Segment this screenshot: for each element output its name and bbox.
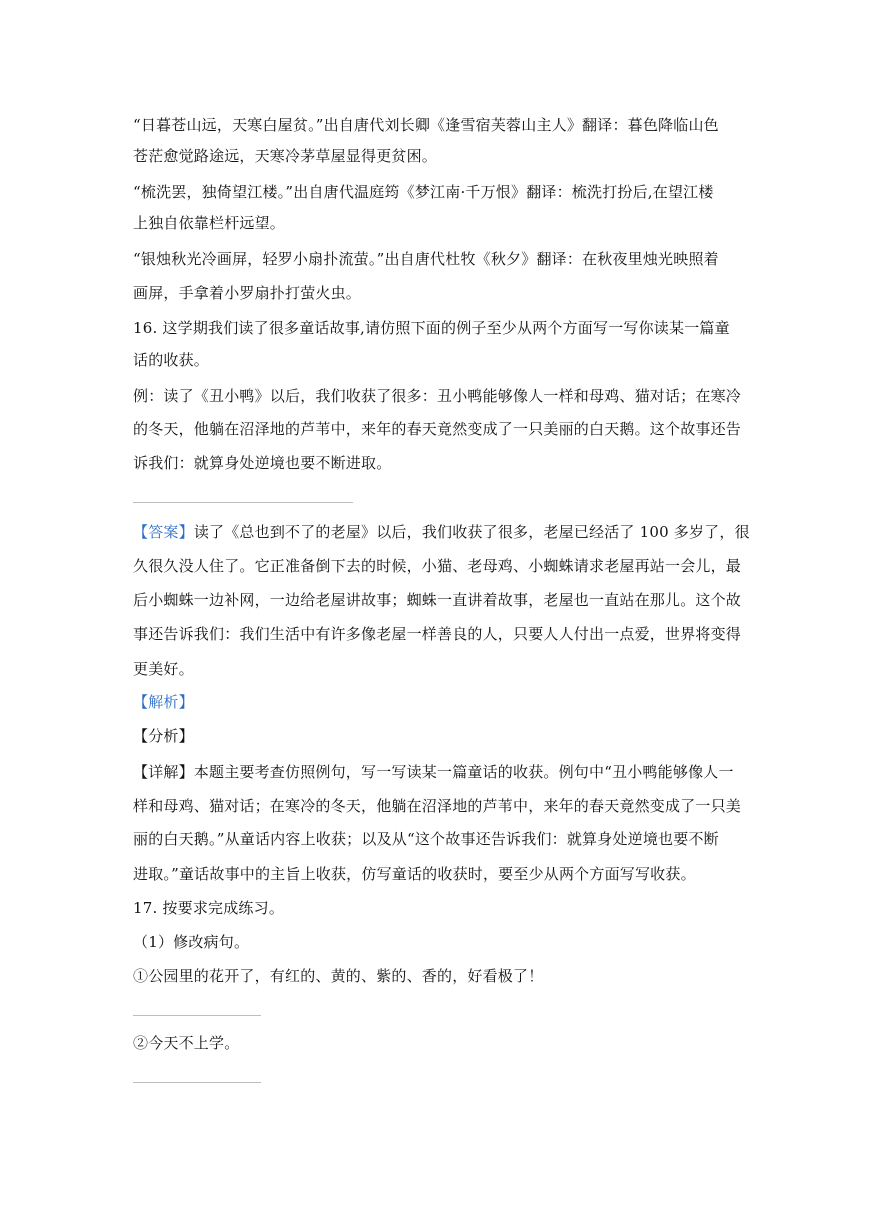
detail-line: 样和母鸡、猫对话；在寒冷的冬天，他躺在沼泽地的芦苇中，来年的春天竟然变成了一只美 <box>133 797 742 815</box>
question-16-line: 话的收获。 <box>133 351 210 369</box>
example-line: 例：读了《丑小鸭》以后，我们收获了很多：丑小鸭能够像人一样和母鸡、猫对话；在寒冷 <box>133 387 742 405</box>
detail-line: 进取。”童话故事中的主旨上收获，仿写童话的收获时，要至少从两个方面写写收获。 <box>133 865 696 883</box>
question-17-title: 17. 按要求完成练习。 <box>133 899 285 917</box>
answer-line: 事还告诉我们：我们生活中有许多像老屋一样善良的人，只要人人付出一点爱，世界将变得 <box>133 625 742 643</box>
example-line: 诉我们：就算身处逆境也要不断进取。 <box>133 454 392 472</box>
text-line: 苍茫愈觉路途远，天寒冷茅草屋显得更贫困。 <box>133 147 438 165</box>
answer-tag: 【答案】 <box>133 523 194 541</box>
answer-line: 久很久没人住了。它正准备倒下去的时候，小猫、老母鸡、小蜘蛛请求老屋再站一会儿，最 <box>133 557 742 575</box>
answer-blank-line <box>133 1015 261 1016</box>
question-17-item: ①公园里的花开了，有红的、黄的、紫的、香的，好看极了！ <box>133 967 544 985</box>
text-line: 画屏，手拿着小罗扇扑打萤火虫。 <box>133 284 362 302</box>
answer-line: 更美好。 <box>133 660 194 678</box>
question-17-item: ②今天不上学。 <box>133 1034 240 1052</box>
answer-text: 读了《总也到不了的老屋》以后，我们收获了很多，老屋已经活了 100 多岁了，很 <box>193 523 750 541</box>
answer-line <box>133 522 753 542</box>
text-line: “梳洗罢，独倚望江楼。”出自唐代温庭筠《梦江南·千万恨》翻译：梳洗打扮后,在望江楼 <box>133 183 714 201</box>
answer-blank-line <box>133 502 353 503</box>
detail-line: 【详解】本题主要考查仿照例句，写一写读某一篇童话的收获。例句中“丑小鸭能够像人一 <box>133 763 734 781</box>
detail-line: 丽的白天鹅。”从童话内容上收获；以及从“这个故事还告诉我们：就算身处逆境也要不断 <box>133 830 719 848</box>
text-line: 上独自依靠栏杆远望。 <box>133 214 286 232</box>
answer-blank-line <box>133 1082 261 1083</box>
question-17-sub: （1）修改病句。 <box>133 933 250 951</box>
text-line: “银烛秋光冷画屏，轻罗小扇扑流萤。”出自唐代杜牧《秋夕》翻译：在秋夜里烛光映照着 <box>133 250 719 268</box>
fenxi-tag: 【分析】 <box>133 727 194 745</box>
analysis-tag: 【解析】 <box>133 693 194 711</box>
example-line: 的冬天，他躺在沼泽地的芦苇中，来年的春天竟然变成了一只美丽的白天鹅。这个故事还告 <box>133 420 742 438</box>
question-16-line: 16. 这学期我们读了很多童话故事,请仿照下面的例子至少从两个方面写一写你读某一篇童 <box>133 319 730 337</box>
text-line: “日暮苍山远，天寒白屋贫。”出自唐代刘长卿《逢雪宿芙蓉山主人》翻译：暮色降临山色 <box>133 116 719 134</box>
answer-line: 后小蜘蛛一边补网，一边给老屋讲故事；蜘蛛一直讲着故事，老屋也一直站在那儿。这个故 <box>133 591 742 609</box>
